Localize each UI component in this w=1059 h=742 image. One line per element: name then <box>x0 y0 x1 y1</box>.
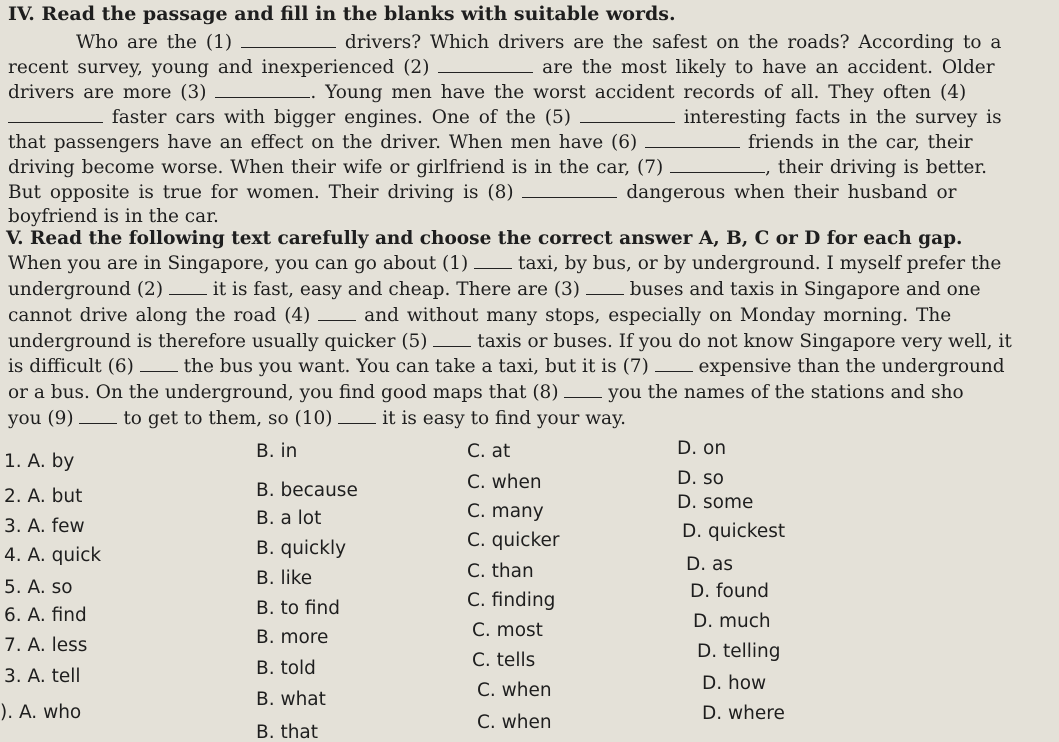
s5-line-2 <box>8 279 981 301</box>
text: or a bus. On the underground, you find good maps that (8) <box>8 382 565 403</box>
text: friends in the car, their <box>740 132 973 153</box>
s4-line-7 <box>8 182 956 204</box>
s4-line-5 <box>8 132 973 154</box>
text: to get to them, so (10) <box>117 408 339 429</box>
text: the bus you want. You can take a taxi, but it is (7) <box>177 356 655 377</box>
option-4b[interactable]: B. quickly <box>256 538 347 559</box>
text: are the most likely to have an accident. Older <box>533 57 995 78</box>
s4-line-8 <box>8 206 219 228</box>
blank-4-8[interactable] <box>522 183 617 198</box>
blank-5-5[interactable] <box>433 332 471 347</box>
s5-line-3 <box>8 305 951 327</box>
section-4-heading: IV. Read the passage and fill in the blanks with suitable words. <box>8 3 676 25</box>
text: . Young men have the worst accident records of all. They often (4) <box>310 82 967 103</box>
text: taxis or buses. If you do not know Singapore very well, it <box>471 331 1012 352</box>
option-8a[interactable]: 3. A. tell <box>4 666 81 687</box>
option-7d[interactable]: D. much <box>693 611 771 632</box>
option-3c[interactable]: C. many <box>467 501 544 522</box>
s4-line-4 <box>8 107 1002 129</box>
text: is difficult (6) <box>8 356 140 377</box>
text: faster cars with bigger engines. One of the (5) <box>103 107 580 128</box>
option-6a[interactable]: 6. A. find <box>4 605 87 626</box>
option-1d[interactable]: D. on <box>677 438 727 459</box>
text: expensive than the underground <box>692 356 1005 377</box>
text: drivers are more (3) <box>8 82 216 103</box>
blank-4-6[interactable] <box>645 133 740 148</box>
blank-4-7[interactable] <box>670 158 765 173</box>
s5-line-4 <box>8 331 1012 353</box>
option-8c[interactable]: C. tells <box>472 650 536 671</box>
answer-options <box>0 440 1059 742</box>
blank-5-10[interactable] <box>338 409 376 424</box>
s5-line-6 <box>8 382 964 404</box>
text: dangerous when their husband or <box>617 182 957 203</box>
s4-line-6 <box>8 157 987 179</box>
option-6c[interactable]: C. finding <box>467 590 556 611</box>
option-9c[interactable]: C. when <box>477 680 552 701</box>
text: and without many stops, especially on Monday morning. The <box>356 305 952 326</box>
text: , their driving is better. <box>765 157 988 178</box>
option-1b[interactable]: B. in <box>256 441 298 462</box>
option-2b[interactable]: B. because <box>256 480 358 501</box>
option-10c[interactable]: C. when <box>477 712 552 733</box>
option-8b[interactable]: B. told <box>256 658 316 679</box>
option-5a[interactable]: 5. A. so <box>4 577 73 598</box>
text: driving become worse. When their wife or girlfriend is in the car, (7) <box>8 157 671 178</box>
blank-4-5[interactable] <box>580 108 675 123</box>
text: But opposite is true for women. Their driving is (8) <box>8 182 523 203</box>
section-5-heading: V. Read the following text carefully and choose the correct answer A, B, C or D for each gap. <box>6 228 963 249</box>
option-5c[interactable]: C. than <box>467 561 534 582</box>
option-8d[interactable]: D. telling <box>697 641 781 662</box>
blank-5-3[interactable] <box>586 280 624 295</box>
blank-5-7[interactable] <box>655 357 693 372</box>
text: drivers? Which drivers are the safest on the roads? According to a <box>335 32 1002 53</box>
text: it is fast, easy and cheap. There are (3) <box>206 279 586 300</box>
option-7b[interactable]: B. more <box>256 627 329 648</box>
option-4c[interactable]: C. quicker <box>467 530 560 551</box>
blank-4-3[interactable] <box>215 83 310 98</box>
blank-5-8[interactable] <box>564 383 602 398</box>
option-5b[interactable]: B. like <box>256 568 313 589</box>
option-1c[interactable]: C. at <box>467 441 511 462</box>
option-6d[interactable]: D. found <box>690 581 770 602</box>
text: recent survey, young and inexperienced (2) <box>8 57 439 78</box>
option-2c[interactable]: C. when <box>467 472 542 493</box>
blank-4-2[interactable] <box>438 58 533 73</box>
text: Who are the (1) <box>8 32 241 53</box>
option-4a[interactable]: 4. A. quick <box>4 545 102 566</box>
option-7c[interactable]: C. most <box>472 620 543 641</box>
option-6b[interactable]: B. to find <box>256 598 341 619</box>
blank-5-9[interactable] <box>79 409 117 424</box>
text: that passengers have an effect on the driver. When men have (6) <box>8 132 646 153</box>
option-3a[interactable]: 3. A. few <box>4 516 85 537</box>
s4-line-3 <box>8 82 966 104</box>
s5-line-1 <box>8 253 1001 275</box>
option-9a[interactable]: ). A. who <box>0 702 82 723</box>
text: When you are in Singapore, you can go about (1) <box>8 253 475 274</box>
option-10b[interactable]: B. that <box>256 722 319 742</box>
text: you (9) <box>8 408 80 429</box>
option-1a[interactable]: 1. A. by <box>4 451 75 472</box>
text: buses and taxis in Singapore and one <box>623 279 981 300</box>
option-3d[interactable]: D. some <box>677 492 754 513</box>
option-9d[interactable]: D. how <box>702 673 767 694</box>
option-4d[interactable]: D. quickest <box>682 521 786 542</box>
text: underground is therefore usually quicker (5) <box>8 331 434 352</box>
blank-4-1[interactable] <box>241 33 336 48</box>
text: you the names of the stations and sho <box>602 382 964 403</box>
blank-5-6[interactable] <box>140 357 178 372</box>
text: it is easy to find your way. <box>376 408 626 429</box>
option-7a[interactable]: 7. A. less <box>4 635 88 656</box>
s5-line-5 <box>8 356 1005 378</box>
blank-5-2[interactable] <box>169 280 207 295</box>
s5-line-7 <box>8 408 626 430</box>
option-5d[interactable]: D. as <box>686 554 733 575</box>
text: interesting facts in the survey is <box>674 107 1002 128</box>
s4-line-1 <box>8 32 1001 54</box>
option-3b[interactable]: B. a lot <box>256 508 322 529</box>
blank-5-1[interactable] <box>474 254 512 269</box>
blank-4-4[interactable] <box>8 108 103 123</box>
blank-5-4[interactable] <box>318 306 356 321</box>
option-9b[interactable]: B. what <box>256 689 326 710</box>
option-2a[interactable]: 2. A. but <box>4 486 83 507</box>
text: taxi, by bus, or by underground. I myself prefer the <box>512 253 1002 274</box>
text: underground (2) <box>8 279 169 300</box>
option-2d[interactable]: D. so <box>677 468 724 489</box>
text: boyfriend is in the car. <box>8 206 219 227</box>
option-10d[interactable]: D. where <box>702 703 785 724</box>
s4-line-2 <box>8 57 995 79</box>
text: cannot drive along the road (4) <box>8 305 319 326</box>
